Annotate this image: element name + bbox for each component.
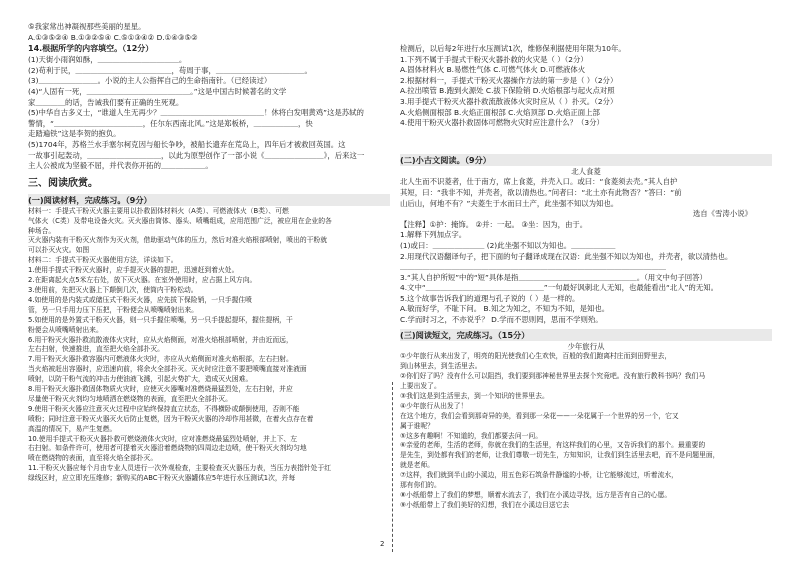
left-column — [28, 0, 390, 561]
essay-line: 上要出发了。 — [400, 381, 441, 390]
essay-line: 在这个地方，我们会看到那奇异的美，看到那一朵花——一朵花属于一个世界的另一个，它又 — [400, 411, 679, 420]
essay-line: ②你们好了吗？没有什么可以阻挡，我们要到那神秘世界里去探个究竟吧。没有旅行教科书吗？我们马 — [400, 372, 706, 381]
q14-heading: 14.根据所学的内容填空。（12分） — [28, 44, 154, 54]
question-line: 3.用手提式干粉灭火器扑救流散液体火灾时应从（ ）扑灭。（2分） — [400, 96, 618, 106]
material-line: 喷射，以防干粉气流的冲击力使油液飞溅，引起火势扩大，造成灭火困难。 — [28, 375, 253, 384]
question-line: 4.文中“＿＿＿＿＿＿＿＿＿＿＿＿＿＿＿＿”一句最好讽刺北人无知，也最能看出“北人”的无知。 — [400, 283, 718, 293]
questions-a — [400, 55, 772, 129]
right-column — [400, 0, 772, 561]
essay-line: ⑨小纸船带上了我们美好的幻想，我们在小溪边目送它去 — [400, 500, 570, 509]
passage-lines — [400, 177, 772, 209]
material-line: 绿线区时，应立即充压维修；新购买的ABC干粉灭火器罐体应5年进行水压测试1次，并每 — [28, 474, 296, 483]
question-line: A.拉出喷管 B.跑到火源处 C.拔下保险销 D.火焰根部与起火点对照 — [400, 86, 615, 96]
essay-line: 就是老师。 — [400, 461, 434, 470]
material-line: 喷在燃烧物的表面，直至将火焰全部扑灭。 — [28, 454, 158, 463]
essay-line: ④少年旅行从出发了！ — [400, 401, 468, 410]
left-top-lines — [28, 22, 390, 43]
passage-line: 北人生而不识菱者，仕于南方，席上食菱，并壳入口。或曰：“食菱须去壳。”其人自护 — [400, 177, 678, 187]
text-line: 检测后，以后每2年进行水压测试1次，维修保利据使用年限为10年。 — [400, 44, 626, 53]
essay-line: ①少年旅行从来出发了，明亮的阳光使我们心生欢快，百般的我们跑离村庄而到田野里去， — [400, 352, 672, 361]
questions-b — [400, 230, 772, 325]
essay-line: 属于谁呢？ — [400, 421, 434, 430]
essay-lines — [400, 352, 772, 511]
text-line: A.①③⑤②④ B.①③②⑤④ C.⑤①③④② D.①④③⑤② — [28, 32, 198, 42]
material-line: 11.干粉灭火器应每个月由专业人员进行一次外观检查，主要检查灭火器压力表，当压力表指针处于红 — [28, 464, 332, 473]
q14-line: (2)苟利于民，＿＿＿＿＿＿＿＿＿＿＿＿＿，苟周于事，＿＿＿＿＿＿＿＿＿＿＿＿。 — [28, 65, 312, 75]
notes-line: 【注释】①护：掩饰。 ②并：一起。 ③坐：因为，由于。 — [400, 219, 588, 229]
q14-line: (5)中华自古多义士，“谁道人生无再少？＿＿＿＿＿＿＿＿＿＿＿＿＿＿！休将白发唱黄鸡”这是苏轼的 — [28, 108, 364, 118]
question-line: 1.下列不属于手提式干粉灭火器扑救的火灾是（ ）（2分） — [400, 54, 588, 64]
question-line: 3.“其人自护所短”中的“短”具体是指＿＿＿＿＿＿＿＿＿＿＿＿＿＿＿＿。（用文中句子回答） — [400, 272, 707, 282]
q14-lines — [28, 55, 390, 172]
material-line: 4.如使用的是内装式或储压式干粉灭火器，应先拔下保险销，一只手握住喷 — [28, 295, 252, 304]
essay-line: ⑤这多有趣啊！不知道的，我们都要去问一问。 — [400, 431, 543, 440]
question-line: 5.这个故事告诉我们的道理与孔子说的（ ）是一样的。 — [400, 293, 580, 303]
material-line: 7.用干粉灭火器扑救容器内可燃液体火灾时，亦应从火焰侧面对准火焰根部，左右扫射。 — [28, 355, 293, 364]
material-line: 左右扫射，快速推进，直至把火焰全部扑灭。 — [28, 345, 164, 354]
q14-line: (1)天街小雨润如酥，＿＿＿＿＿＿＿＿＿＿＿。 — [28, 55, 187, 65]
question-line: 1.解释下列加点字。 — [400, 230, 467, 240]
material-lines — [28, 207, 390, 484]
q14-line: (3)＿＿＿＿＿＿＿＿。小说的主人公指挥自己的生命指南针。（已经读过） — [28, 76, 272, 86]
passage-line: 山后山，何地不有？”夫菱生于水而曰土产，此坐强不知以为知也。 — [400, 198, 619, 208]
material-line: 6.用干粉灭火器扑救流散液体火灾时，应从火焰侧面，对准火焰根部喷射，并由近而远， — [28, 335, 293, 344]
material-line: 管，另一只手用力压下压把，干粉便会从喷嘴喷射出来。 — [28, 305, 198, 314]
q14-line: 走踏遍铁”这是李贺的抱负。 — [28, 129, 121, 139]
question-line: ＿＿＿＿＿＿＿＿＿＿＿＿＿＿＿＿＿＿＿＿＿＿＿＿＿＿＿＿＿＿＿＿＿＿＿＿ — [400, 262, 667, 272]
column-divider — [392, 382, 393, 552]
material-line: 5.如使用的是外置式干粉灭火器，则一只手握住喷嘴，另一只手提起提环，握住提柄，干 — [28, 315, 293, 324]
material-line: 10.使用手提式干粉灭火器扑救可燃烧液体火灾时，应对准燃烧最猛烈处喷射，并上下、左 — [28, 434, 298, 443]
material-line: 右扫射。如条件许可，使用者可提着灭火器沿着燃烧物的四周边走边喷，使干粉灭火剂均匀地 — [28, 444, 307, 453]
text-line: ⑤我家常出神凝视那些美丽的星星。 — [28, 22, 146, 31]
material-line: 喷粉；同时注意干粉灭火器灭火后防止复燃，因为干粉灭火器的冷却作用甚微，在着火点存在着 — [28, 414, 314, 423]
question-line: (1)或曰：＿＿＿＿＿＿＿ (2)此坐强不知以为知也。＿＿＿＿＿＿ — [400, 240, 616, 250]
passage-title: 北人食菱 — [571, 166, 601, 176]
essay-line: ③我们这是到生活里去，到一个知识的世界里去。 — [400, 391, 549, 400]
material-line: 种场合。 — [28, 226, 56, 235]
material-line: 灭火器内装有干粉灭火剂作为灭火剂，借助驱动气体的压力，然后对准火焰根部喷射，喷出的干粉就 — [28, 236, 328, 245]
material-line: 2.在距离起火点5米左右处，放下灭火器。在室外使用时，应占据上风方向。 — [28, 276, 257, 285]
essay-title: 少年旅行从 — [567, 341, 605, 351]
passage-source: 选自《雪涛小说》 — [692, 209, 752, 219]
material-line: 尽量使干粉灭火剂均匀地喷洒在燃烧物的表面，直至把火全部扑灭。 — [28, 394, 232, 403]
q14-line: (4)“人固有一死，＿＿＿＿＿＿＿＿＿＿＿＿＿＿。”这是中国古时候著名的文学 — [28, 86, 287, 96]
material-line: 8.用干粉灭火器扑救固体物质火灾时，应使灭火器嘴对准燃烧最猛烈处，左右扫射，并应 — [28, 385, 293, 394]
question-line: 4.使用干粉灭火器扑救固体可燃物火灾时应注意什么？（3分） — [400, 118, 604, 128]
sub1-title: (一)阅读材料，完成练习。（9分） — [28, 194, 390, 206]
section3-title: 三、阅读欣赏。 — [28, 177, 98, 189]
sub3-title: (三)阅读短文，完成练习。（15分） — [400, 329, 772, 341]
q14-line: 主人公被成为坚毅不屈，并代表你开拓的＿＿＿＿＿＿。 — [28, 161, 213, 171]
question-line: A.敏而好学，不耻下问。 B.知之为知之，不知为不知，是知也。 — [400, 304, 610, 314]
q14-line: 家＿＿＿＿的话，告诫我们要有正确的生死观。 — [28, 97, 184, 107]
right-top-lines — [400, 44, 772, 55]
essay-line: ⑥亲爱的老师，生活的老师，你就在我们的生活里，有这样我们的心里，又告诉我们的那个。最重要的 — [400, 441, 706, 450]
passage-line: 其短，曰：“我非不知，并壳者，欲以清热也。”问者曰：“北土亦有此物否？”答曰：“前 — [400, 187, 682, 197]
q14-line: 一故事引起轰动，＿＿＿＿＿＿＿＿＿＿，以此为原型创作了一部小说《＿＿＿＿＿＿＿＿》，后来这一 — [28, 150, 365, 160]
material-line: 可以扑灭火灾。如图 — [28, 246, 90, 255]
essay-line: 那有你们的。 — [400, 481, 441, 490]
material-line: 气体火（C类）及带电设备火灾。灭火器由筒体、器头、喷嘴组成，应用范围广泛，被应用在企业的各 — [28, 216, 332, 225]
question-line: 2.用现代汉语翻译句子，把下面的句子翻译成现在汉语：此坐强不知以为知也，并壳者，欲以清热也。 — [400, 251, 733, 261]
material-line: 材料一：手提式干粉灭火器主要用以扑救固体材料火（A类）、可燃液体火（B类）、可燃 — [28, 206, 289, 215]
question-line: C.学而时习之，不亦说乎？ D.学而不思则罔，思而不学则殆。 — [400, 315, 603, 325]
material-line: 高温的情况下，易产生复燃。 — [28, 424, 117, 433]
material-line: 粉便会从喷嘴喷射出来。 — [28, 325, 103, 334]
page-number: 2 — [380, 540, 385, 548]
material-line: 当火焰被赶出容器时，应迅速向前，将余火全部扑灭。灭火时应注意不要把喷嘴直接对准液面 — [28, 365, 307, 374]
sub2-title: (二)小古文阅读。（9分） — [400, 154, 772, 166]
material-line: 1.使用手提式干粉灭火器时，应手提灭火器的提把，迅速赶到着火处。 — [28, 266, 239, 275]
essay-line: 是先生，到处都有我们的老师，让我们尊敬一切先生，方知知识，让我们到生活里去吧，而不是问题里面， — [400, 451, 720, 460]
essay-line: ⑧小纸船带上了我们的梦想，顺着水流去了，我们在小溪边寻找，远方是否有自己的心愿。 — [400, 490, 672, 499]
question-line: A.火焰侧面根部 B.火焰正面根部 C.火焰顶部 D.火焰正面上部 — [400, 107, 600, 117]
essay-line: 到山林里去，到生活里去。 — [400, 362, 482, 371]
material-line: 9.使用干粉灭火器应注意灭火过程中应始终保持直立状态，不得横卧或颠倒使用，否则不能 — [28, 404, 300, 413]
question-line: 2.根据材料一，手提式干粉灭火器操作方法的第一步是（ ）（2分） — [400, 75, 618, 85]
material-line: 材料二：手提式干粉灭火器使用方法，详谈如下。 — [28, 256, 178, 265]
q14-line: 警情，“＿＿＿＿＿＿＿＿＿＿＿＿，任尔东西南北风。”这是郑板桥，＿＿＿＿＿＿，快 — [28, 118, 313, 128]
material-line: 3.使用前，先把灭火器上下颠倒几次，使筒内干粉松动。 — [28, 285, 198, 294]
question-line: A.固体材料火 B.易燃性气体 C.可燃气体火 D.可燃液体火 — [400, 65, 586, 75]
essay-line: ⑦这样，我们就到半山的小溪边，用五色彩石筑条件静谧的小桥，让它能够流过，听着流水， — [400, 471, 678, 480]
q14-line: (5)1704年，苏格兰水手塞尔柯克因与船长争吵，被船长遗弃在荒岛上，四年后才被救回英国。这 — [28, 139, 346, 149]
